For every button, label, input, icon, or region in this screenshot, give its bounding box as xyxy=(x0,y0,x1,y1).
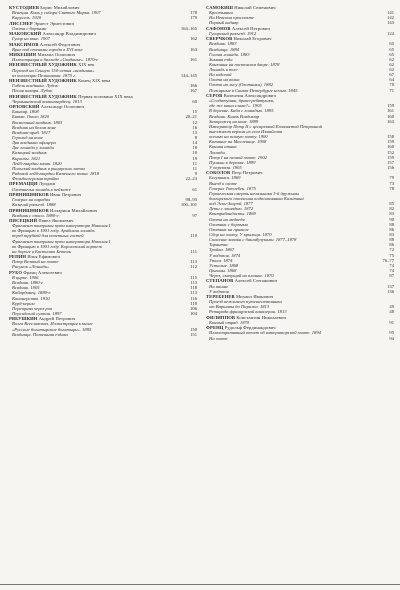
index-entry xyxy=(9,316,197,337)
artwork-title: Лошадь в поле xyxy=(209,67,238,73)
artwork-title: Пушкин в деревне. 1899 xyxy=(209,159,256,165)
page-number: 167 xyxy=(190,88,197,94)
artwork-title: Волга Всеславович. Иллюстрация к книге xyxy=(12,321,93,327)
page-number: 13 xyxy=(192,129,197,135)
page-number: 164–165 xyxy=(180,25,197,31)
artwork-title: Всадник на белом коне xyxy=(12,124,57,130)
artist-given-name: Павел Яковлевич xyxy=(38,218,74,224)
page-number: 76–77 xyxy=(382,257,394,263)
page-number: 74 xyxy=(389,262,394,268)
page-number: 157 xyxy=(387,159,394,165)
index-entry xyxy=(9,94,197,104)
artist-given-name: Илья Ефимович xyxy=(27,254,60,260)
page-number: 90 xyxy=(389,216,394,222)
artwork-title: во Францию в 1901 году. Королевский кортеж xyxy=(12,243,103,249)
artwork-title: Иллюстрация к балладе «Свиданье». 1870-е xyxy=(12,57,99,63)
artwork-title: Охота с борзыми xyxy=(12,25,47,31)
artwork-title: Гибель всадника. Лубок xyxy=(12,83,58,89)
artwork-title: Император Петр II с цесаревной Елизаветой Петровной xyxy=(209,123,322,129)
page-number: 82 xyxy=(389,206,394,212)
artist-surname: ФРЕНЦ xyxy=(206,325,224,331)
artwork-title: Героическая смерть начальника 3-й дружины xyxy=(209,190,299,196)
artist-given-name: Луиджи xyxy=(38,181,56,187)
artwork-title: Всадник-араб. 1817 xyxy=(12,129,51,135)
artwork-title: Канонерство. 1910 xyxy=(12,295,50,301)
artwork-title: Первый кадавр xyxy=(209,20,239,26)
artwork-title: Выезд к охоте xyxy=(209,180,238,186)
index-entry xyxy=(9,254,197,269)
artwork-title: Контрабандисты. 1869 xyxy=(209,211,256,217)
artwork-title: У водопоя xyxy=(209,288,229,294)
artwork-title: Два всадника офицера xyxy=(12,140,56,146)
page-number: 106 xyxy=(190,305,197,311)
index-entry xyxy=(9,42,197,52)
left-column xyxy=(9,5,197,337)
artwork-title: Фельдъегерская тройка xyxy=(12,176,59,182)
page-number: 104 xyxy=(190,310,197,316)
page-number: 18 xyxy=(192,145,197,151)
artist-surname: САФОНОВ xyxy=(206,25,231,31)
index-entry xyxy=(206,5,394,26)
artist-surname: САМОКИШ xyxy=(206,5,233,10)
artwork-title: Переправа через ров xyxy=(12,305,53,311)
artist-given-name: Алексей Степанович xyxy=(234,278,278,284)
artwork-title: В цирке. 1906 xyxy=(12,274,39,280)
page-number: 178 xyxy=(190,10,197,16)
page-number: 14 xyxy=(192,140,197,146)
artwork-title: Охота на лису (Охотники). 1882 xyxy=(209,82,273,88)
page-number: 73 xyxy=(389,180,394,186)
artwork-title: Всадник. 1880-е xyxy=(12,280,44,286)
artwork-title: Венеция. Конь у собора Святого Марка. 1907 xyxy=(12,10,101,16)
page-number: 11 xyxy=(192,160,197,166)
artwork-title: Иллюстративный отчет об императорской охоте. 1894 xyxy=(209,330,321,336)
artist-given-name: Михаил Осипович xyxy=(37,52,76,58)
artwork-title: Петр Великий на охоте xyxy=(12,259,59,265)
artwork-title: На Невском проспекте xyxy=(209,15,254,21)
artwork-title: Конная атака xyxy=(209,144,237,150)
page-number: 161 xyxy=(190,57,197,63)
page-number: 137 xyxy=(387,283,394,289)
artwork-title: На водопой xyxy=(209,72,232,78)
artwork-title: болгарского ополчения подполковника Калитина xyxy=(209,195,304,201)
artwork-title: Рядовой лейб-гвардии Казачьего полка. 1818 xyxy=(12,171,100,176)
artist-given-name: Конец XIX века xyxy=(78,78,111,84)
artwork-title: Генерал Тотлебен. 1875 xyxy=(209,185,256,191)
index-entry xyxy=(206,36,394,93)
artwork-title: Через, скачущий на плашке. 1870 xyxy=(209,273,274,279)
artwork-title: Ретирада французской кавалерии. 1813 xyxy=(209,309,287,315)
page-number: 159 xyxy=(387,154,394,160)
index-entry xyxy=(9,270,197,316)
artwork-title: Башкир. 1808 xyxy=(12,109,39,115)
artwork-title: Спасение казака с башибузуками. 1877–1878 xyxy=(209,237,297,243)
artwork-title: На пашне xyxy=(209,283,229,289)
page-number: 85 xyxy=(389,201,394,207)
artist-given-name: Александр Осипович xyxy=(40,104,85,110)
artwork-title: Лейб-гвардии казак. 1820 xyxy=(12,160,62,166)
artist-given-name: Николай Семенович xyxy=(234,5,276,10)
artwork-title: Всадник. 1883 xyxy=(209,41,237,47)
index-entry xyxy=(206,170,394,278)
artwork-title: Тарантас xyxy=(209,242,229,248)
artist-given-name: XIX век xyxy=(78,62,95,68)
page-number: 86 xyxy=(389,242,394,248)
page-number: 72 xyxy=(389,247,394,253)
artwork-title: Проезд вежливого путешественника xyxy=(209,299,282,305)
artist-given-name: Первая половина XIX века xyxy=(78,93,133,99)
index-entry xyxy=(206,325,394,340)
page-number: 110 xyxy=(190,233,197,239)
artwork-title: Тройка. 1867 xyxy=(209,247,235,253)
page-number: 83 xyxy=(389,211,394,217)
page-number: 62 xyxy=(389,61,394,67)
artwork-title: перед трубкой для почетных гостей xyxy=(12,233,84,239)
page-number: 94 xyxy=(389,335,394,341)
index-entry xyxy=(206,93,394,170)
artist-surname: ПРЯНИШНИКОВ xyxy=(9,207,49,213)
artwork-title: Упала. 1874 xyxy=(209,257,233,263)
artwork-title: Карусель. 1920 xyxy=(12,15,42,21)
page-number: 16 xyxy=(192,124,197,130)
page-number: 163 xyxy=(387,118,394,124)
artist-given-name: Иван Петрович xyxy=(50,191,82,197)
page-number: 100–101 xyxy=(180,202,197,208)
page-number: 64 xyxy=(389,77,394,83)
page-number: 91 xyxy=(389,319,394,325)
artwork-title: Рисунок «Лошадь» xyxy=(12,264,50,270)
artwork-title: Восточный всадник. 1803 xyxy=(12,119,63,125)
index-entry xyxy=(9,52,197,62)
artist-surname: ПРЯНИШНИКОВ xyxy=(9,191,49,197)
page-number: 124 xyxy=(387,30,394,36)
page-number: 98–95 xyxy=(185,197,197,203)
page-number: 8 xyxy=(194,135,197,141)
artwork-title: из коллекции Пеликанова. 1875 г. xyxy=(12,72,76,78)
index-entry xyxy=(9,21,197,31)
page-number: 75 xyxy=(389,252,394,258)
artwork-title: Цыганы. 1868 xyxy=(209,267,237,273)
index-entry xyxy=(9,62,197,77)
page-number: 160 xyxy=(387,144,394,150)
page-number: 136 xyxy=(387,288,394,294)
page-number: 111 xyxy=(190,248,197,254)
artwork-title: Конюшня на постоялом дворе. 1878 xyxy=(209,61,280,67)
artist-surname: РЯБУШКИН xyxy=(9,316,38,322)
artwork-title: Враг под стенами города в XVI веке xyxy=(12,46,83,52)
artwork-title: Охотник с борзыми xyxy=(209,221,248,227)
artwork-title: Охота на волка xyxy=(209,77,240,83)
page-number: 160 xyxy=(387,113,394,119)
artist-given-name: Михаил Иванович xyxy=(235,294,274,299)
artwork-title: Польский всадник в рыцарских латах xyxy=(12,165,86,171)
page-number: 62 xyxy=(389,67,394,73)
artist-surname: ТЕРЕБЕНЕВ xyxy=(206,294,235,299)
artwork-title: Бегунники. 1869 xyxy=(209,175,241,181)
page-number: 161 xyxy=(387,108,394,114)
artist-given-name: Петр Петрович xyxy=(231,170,263,176)
artist-given-name: Алексей Федотович xyxy=(39,41,81,47)
artwork-title: Охотничья лошадь в пейзаже xyxy=(12,186,71,192)
artwork-title: Казацкий всадник xyxy=(12,150,47,156)
artist-surname: МАКСИМОВ xyxy=(9,41,39,47)
page-number: 162 xyxy=(190,36,197,42)
right-column xyxy=(206,5,394,341)
artist-given-name: Андрей Петрович xyxy=(38,316,76,322)
artwork-title: На охоте xyxy=(209,335,228,341)
artwork-title: Гусарский разъезд. 1912 xyxy=(209,30,257,36)
artwork-title: Казачий разъезд. 1888 xyxy=(12,202,56,208)
artwork-title: Герольд на коне xyxy=(12,135,43,141)
page-number: 143 xyxy=(387,20,394,26)
artist-surname: КУСТОДИЕВ xyxy=(9,5,40,10)
artist-surname: НЕИЗВЕСТНЫЙ ХУДОЖНИК xyxy=(9,78,77,84)
artist-surname: СЕРОВ xyxy=(206,92,223,98)
page-number: 115 xyxy=(190,274,197,280)
artwork-title: где же ваша слава?». 1905 xyxy=(209,103,262,109)
artwork-title: Дети с лошадью. 1872 xyxy=(209,206,254,212)
artwork-title: Сбор на охоту. У крыльца. 1870 xyxy=(209,231,272,237)
artwork-title: Крестьянин xyxy=(209,10,233,16)
artwork-title: У водопоя. 1874 xyxy=(209,252,241,258)
index-entry xyxy=(206,278,394,293)
artwork-title: Гусар на коне. 1907 xyxy=(12,36,50,42)
page-number: 11 xyxy=(192,165,197,171)
page-number: 142 xyxy=(387,15,394,21)
page-number: 83 xyxy=(389,231,394,237)
page-number: 144–145 xyxy=(180,72,197,78)
artist-surname: РУБО xyxy=(9,269,23,275)
artwork-title: выезжают верхом из села Измайлова xyxy=(209,128,283,134)
page-number: 156 xyxy=(387,164,394,170)
artwork-row xyxy=(206,336,394,341)
page-number: 70 xyxy=(389,82,394,88)
artwork-title: Персидский султан. 1897 xyxy=(12,310,62,316)
artwork-title: Фрагмент панорамы пути императора Николая I xyxy=(12,238,111,244)
artwork-title: Петр I на псовой охоте. 1902 xyxy=(209,154,267,160)
page-number: 166 xyxy=(190,83,197,89)
page-number: 15 xyxy=(192,109,197,115)
artwork-title: Голова лошади. 1883 xyxy=(209,51,250,57)
artwork-title: Две лошади у лошади xyxy=(12,145,54,151)
artist-surname: СВЕРЧКОВ xyxy=(206,36,233,42)
page-number: 118 xyxy=(190,285,197,291)
page-number: 151 xyxy=(190,331,197,337)
page-number: 113 xyxy=(190,280,197,286)
page-number: 152 xyxy=(387,149,394,155)
page-number: 113 xyxy=(190,259,197,265)
artwork-title: Чернышевский конногвардеец. 1813 xyxy=(12,98,82,104)
artwork-title: В деревне. Баба с лошадью. 1895 xyxy=(209,108,274,114)
page-number: 95 xyxy=(389,330,394,336)
page-number: 158 xyxy=(387,134,394,140)
page-number: 9 xyxy=(194,171,197,176)
page-number: 65 xyxy=(389,51,394,57)
bottom-rule xyxy=(0,584,400,585)
page-number: 62 xyxy=(389,56,394,62)
page-number: 97 xyxy=(192,212,197,218)
artwork-title: Пожарные в Санкт-Петербурге ночью. 1845 xyxy=(209,87,298,93)
index-entry xyxy=(9,104,197,181)
artwork-title: Запорожец на коне. 1889 xyxy=(209,118,259,124)
artwork-title: осенью на псовую охоту. 1900 xyxy=(209,134,268,140)
page-number: 116 xyxy=(190,295,197,301)
artwork-title: от Варшавы до Парижа. 1813 xyxy=(209,304,270,310)
page-number: 159 xyxy=(387,139,394,145)
index-entry xyxy=(206,294,394,315)
artwork-title: «Солдатушки, браво-ребятушки, xyxy=(209,98,275,104)
artist-surname: НЕИЗВЕСТНЫЙ ХУДОЖНИК xyxy=(9,93,77,99)
page-number: 65 xyxy=(389,41,394,47)
artist-given-name: Валентин Александрович xyxy=(223,92,276,98)
artwork-title: Всадник с опоси. 1880-е xyxy=(12,212,59,218)
page-number: 67 xyxy=(389,72,394,78)
artist-surname: МИКЕШИН xyxy=(9,52,37,58)
page-number: 10 xyxy=(192,150,197,156)
index-entry xyxy=(9,31,197,41)
page-number: 48 xyxy=(389,309,394,315)
artwork-title: Охота на медведя xyxy=(209,216,245,222)
page-number: 87 xyxy=(389,273,394,279)
page-number: 22–23 xyxy=(185,176,197,182)
artist-surname: ОРЛОВСКИЙ xyxy=(9,104,40,110)
page-number: 60 xyxy=(192,98,197,104)
artist-given-name: Алексей Петрович xyxy=(231,25,270,31)
artwork-title: Всадник. Князь Владимир xyxy=(209,113,260,119)
artwork-title: Зимняя езда xyxy=(209,56,233,62)
artwork-title: «Русские богатырские богатыри». 1895 xyxy=(12,326,92,332)
page-number: 65 xyxy=(389,46,394,52)
artist-surname: ФИЛИППОВ xyxy=(206,314,236,320)
artist-surname: МАКОВСКИЙ xyxy=(9,31,42,37)
artwork-title: Усталые. 1868 xyxy=(209,262,239,268)
page-number: 20–21 xyxy=(185,114,197,120)
page-number: 86 xyxy=(389,226,394,232)
index-entry xyxy=(9,192,197,207)
page-number: 112 xyxy=(190,264,197,270)
artwork-title: Фрагмент панорамы пути императора Николая I xyxy=(12,223,111,229)
page-number: 150 xyxy=(190,326,197,332)
page-number: 163 xyxy=(190,46,197,52)
page-number: 141 xyxy=(387,10,394,16)
artwork-title: Лошади xyxy=(209,149,225,155)
artwork-title: Катание на Масленице. 1908 xyxy=(209,139,267,145)
artist-given-name: Александр Владимирович xyxy=(42,31,96,37)
artwork-title: во Францию в 1901 году. Арабская лошадь xyxy=(12,228,95,234)
artist-surname: РЕПИН xyxy=(9,254,27,260)
page-number: 71 xyxy=(389,87,394,93)
index-entry xyxy=(9,181,197,191)
artist-given-name: Рудольф Фердинандович xyxy=(224,325,276,331)
artwork-title: Всадница. 1884 xyxy=(209,46,240,52)
artist-given-name: Борис Михайлович xyxy=(40,5,80,10)
artist-surname: ЛИССНЕР xyxy=(9,20,33,26)
page-number: 78 xyxy=(389,185,394,191)
artwork-title: Переход на Сенную 150-летия «всадника» xyxy=(12,67,95,73)
artist-surname: ПЯСЕЦКИЙ xyxy=(9,218,38,224)
index-entry xyxy=(9,208,197,218)
artwork-title: на дороге в Бастилию Бетень xyxy=(12,248,71,254)
page-number: 74 xyxy=(389,267,394,273)
artist-given-name: Франц Алексеевич xyxy=(23,269,62,275)
artwork-title: Всадник. 1905 xyxy=(12,285,40,291)
index-entry xyxy=(206,26,394,36)
index-entry xyxy=(206,315,394,325)
artwork-title: Киргизы. 1821 xyxy=(12,155,41,161)
artwork-title: Курд-керим xyxy=(12,300,35,306)
artist-surname: СОКОЛОВ xyxy=(206,170,231,176)
page-number: 88 xyxy=(389,221,394,227)
page-number: 159 xyxy=(387,103,394,109)
artist-surname: СТЕПАНОВ xyxy=(206,278,234,284)
page-number: 113 xyxy=(190,290,197,296)
artist-surname: ПРЕМАЦЦИ xyxy=(9,181,38,187)
page-number: 19 xyxy=(192,155,197,161)
page-number: 179 xyxy=(190,15,197,21)
artwork-title: Конный отряд. 1870 xyxy=(209,319,250,325)
artwork-title: Всадница. Потешная ездака xyxy=(12,331,68,337)
artwork-title: под Эски-Загрой. 1877 xyxy=(209,201,253,207)
index-entry xyxy=(9,78,197,93)
artwork-title: Охотник на привале xyxy=(209,226,249,232)
index-entry xyxy=(9,5,197,20)
artwork-title: У перевоза. 1905 xyxy=(209,164,242,170)
artist-surname: НЕИЗВЕСТНЫЙ ХУДОЖНИК xyxy=(9,62,77,68)
artist-given-name: Константин Николаевич xyxy=(236,314,287,320)
artwork-row xyxy=(9,332,197,337)
page-number: 79 xyxy=(389,175,394,181)
artwork-title: Генерал на парадах xyxy=(12,197,51,203)
artist-given-name: Николай Егорович xyxy=(233,36,272,42)
page-number: 88 xyxy=(389,237,394,243)
page-number: 49 xyxy=(389,304,394,310)
artist-given-name: Эрнест Эрнестович xyxy=(34,20,75,26)
artwork-title: Битва. Около 1820 xyxy=(12,114,50,120)
artist-given-name: Илларион Михайлович xyxy=(50,207,98,213)
page-number: 61 xyxy=(192,186,197,192)
page-number: 118 xyxy=(190,300,197,306)
artwork-title: Песня пахаря. Лубок xyxy=(12,88,53,94)
artwork-title: Кабардинец. 1880-е xyxy=(12,290,51,296)
page-number: 12 xyxy=(192,119,197,125)
index-entry xyxy=(9,218,197,254)
